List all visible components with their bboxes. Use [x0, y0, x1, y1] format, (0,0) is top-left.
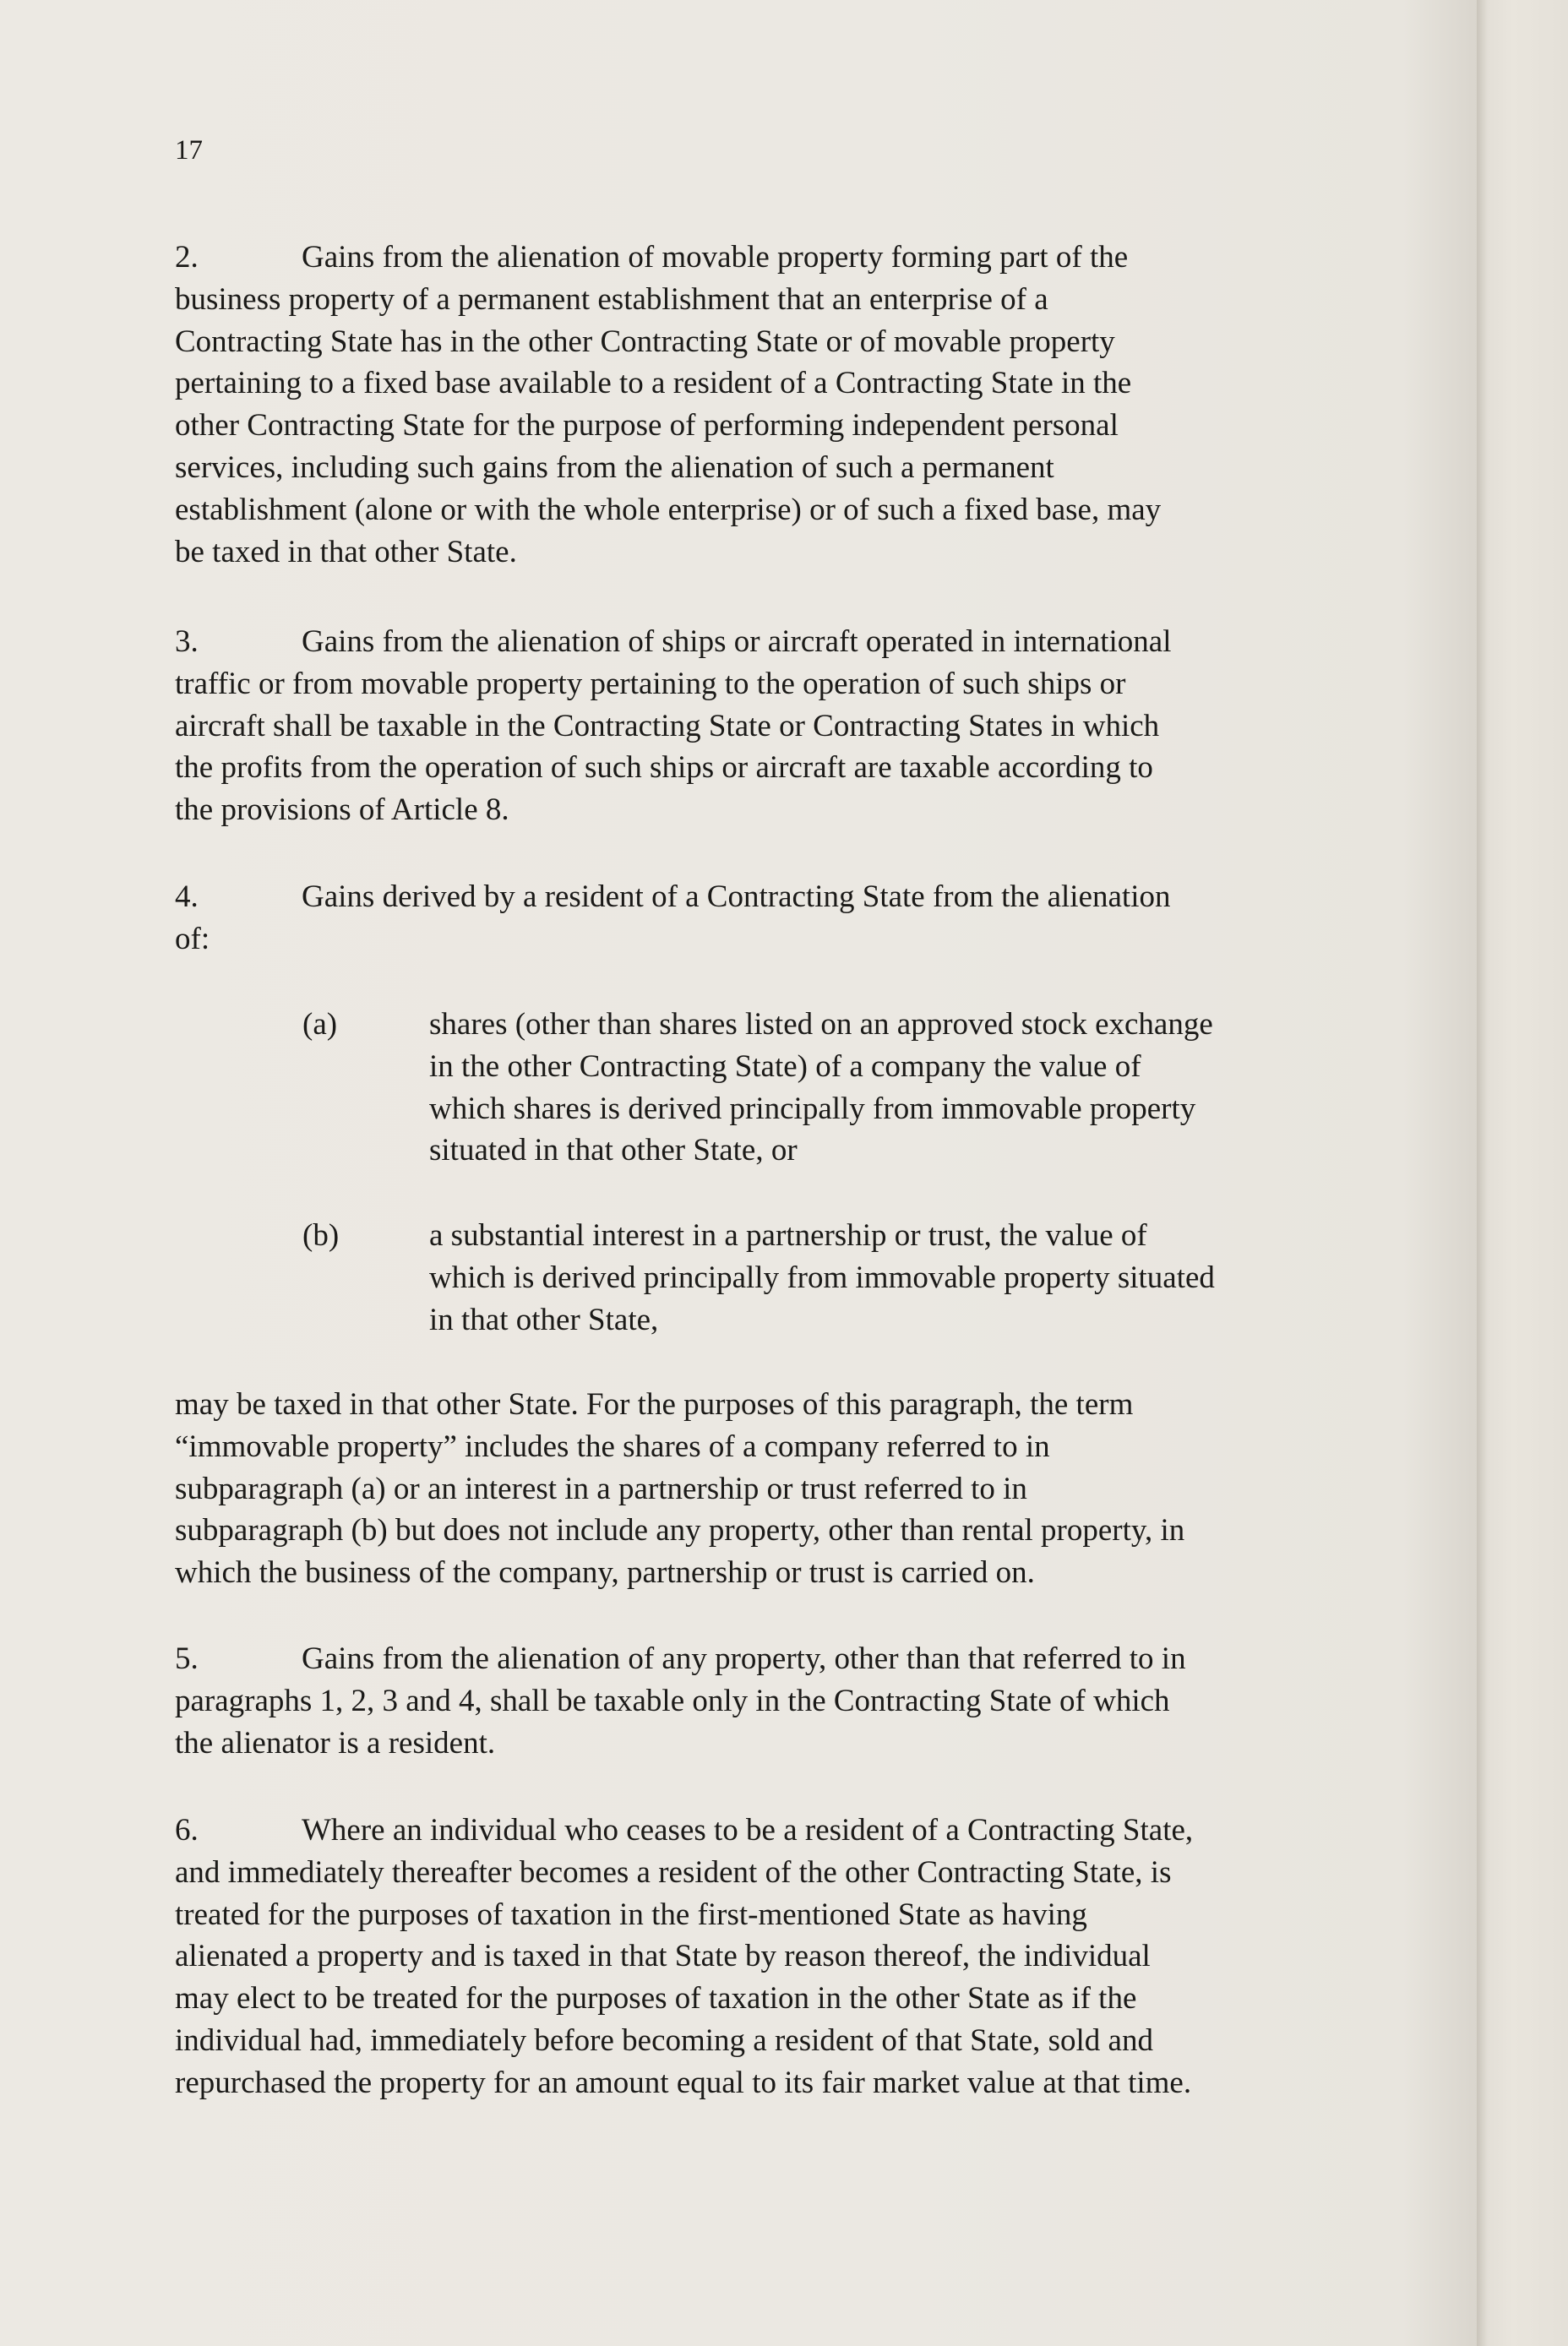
paragraph-line: subparagraph (b) but does not include any property, other than rental property, in	[175, 1513, 1185, 1549]
subparagraph-label: (b)	[302, 1218, 340, 1253]
paragraph-line: “immovable property” includes the shares of a company referred to in	[175, 1429, 1050, 1464]
paragraph-line: Gains from the alienation of movable property forming part of the	[302, 240, 1129, 275]
paragraph-2	[175, 237, 1161, 573]
paragraph-line: establishment (alone or with the whole enterprise) or of such a fixed base, may	[175, 492, 1162, 527]
page-edge-shadow	[1477, 0, 1568, 2346]
paragraph-6	[175, 1810, 1193, 2104]
paragraph-5	[175, 1638, 1186, 1764]
paragraph-number: 2.	[175, 240, 199, 275]
paragraph-line: Contracting State has in the other Contracting State or of movable property	[175, 324, 1115, 359]
paragraph-4	[175, 876, 1170, 961]
paragraph-number: 5.	[175, 1641, 199, 1676]
paragraph-line: the provisions of Article 8.	[175, 792, 509, 828]
paragraph-line: business property of a permanent establishment that an enterprise of a	[175, 281, 1048, 317]
paragraph-number: 3.	[175, 624, 199, 659]
paragraph-line: alienated a property and is taxed in that State by reason thereof, the individual	[175, 1939, 1151, 1974]
paragraph-line: may be taxed in that other State. For the purposes of this paragraph, the term	[175, 1387, 1134, 1422]
paragraph-line: paragraphs 1, 2, 3 and 4, shall be taxable only in the Contracting State of which	[175, 1683, 1170, 1718]
paragraph-line: Gains derived by a resident of a Contracting State from the alienation	[302, 879, 1171, 914]
subparagraph-line: shares (other than shares listed on an approved stock exchange	[429, 1007, 1213, 1042]
subparagraph-line: in the other Contracting State) of a company the value of	[429, 1048, 1141, 1084]
paragraph-line: of:	[175, 921, 210, 956]
subparagraph-label: (a)	[302, 1007, 338, 1042]
subparagraph-line: in that other State,	[429, 1302, 659, 1337]
paragraph-line: individual had, immediately before becoming a resident of that State, sold and	[175, 2022, 1153, 2058]
paragraph-line: the alienator is a resident.	[175, 1725, 496, 1761]
paragraph-number: 6.	[175, 1813, 199, 1848]
paragraph-line: Gains from the alienation of any property, other than that referred to in	[302, 1641, 1186, 1676]
paragraph-line: may elect to be treated for the purposes of taxation in the other State as if the	[175, 1981, 1137, 2017]
paragraph-line: subparagraph (a) or an interest in a partnership or trust referred to in	[175, 1471, 1027, 1506]
paragraph-line: other Contracting State for the purpose of performing independent personal	[175, 408, 1119, 444]
paragraph-4-closing	[175, 1384, 1184, 1594]
paragraph-line: be taxed in that other State.	[175, 534, 517, 569]
paragraph-line: traffic or from movable property pertaining to the operation of such ships or	[175, 666, 1126, 701]
page-number: 17	[175, 135, 203, 166]
paragraph-line: the profits from the operation of such ships or aircraft are taxable according to	[175, 750, 1153, 786]
paragraph-line: Where an individual who ceases to be a resident of a Contracting State,	[302, 1813, 1194, 1848]
paragraph-line: which the business of the company, partnership or trust is carried on.	[175, 1555, 1035, 1591]
paragraph-line: and immediately thereafter becomes a resident of the other Contracting State, is	[175, 1854, 1172, 1890]
paragraph-line: aircraft shall be taxable in the Contracting State or Contracting States in which	[175, 708, 1160, 743]
subparagraph-line: which shares is derived principally from immovable property	[429, 1091, 1196, 1126]
paragraph-3	[175, 621, 1171, 831]
paragraph-line: treated for the purposes of taxation in the first-mentioned State as having	[175, 1897, 1087, 1932]
paragraph-line: services, including such gains from the alienation of such a permanent	[175, 449, 1054, 485]
subparagraph-line: a substantial interest in a partnership or trust, the value of	[429, 1218, 1147, 1253]
paragraph-line: repurchased the property for an amount equal to its fair market value at that time.	[175, 2065, 1192, 2100]
paragraph-number: 4.	[175, 879, 199, 914]
subparagraph-line: situated in that other State, or	[429, 1133, 798, 1168]
subparagraph-line: which is derived principally from immovable property situated	[429, 1260, 1215, 1295]
paragraph-line: pertaining to a fixed base available to a resident of a Contracting State in the	[175, 366, 1132, 401]
paragraph-line: Gains from the alienation of ships or aircraft operated in international	[302, 624, 1172, 659]
